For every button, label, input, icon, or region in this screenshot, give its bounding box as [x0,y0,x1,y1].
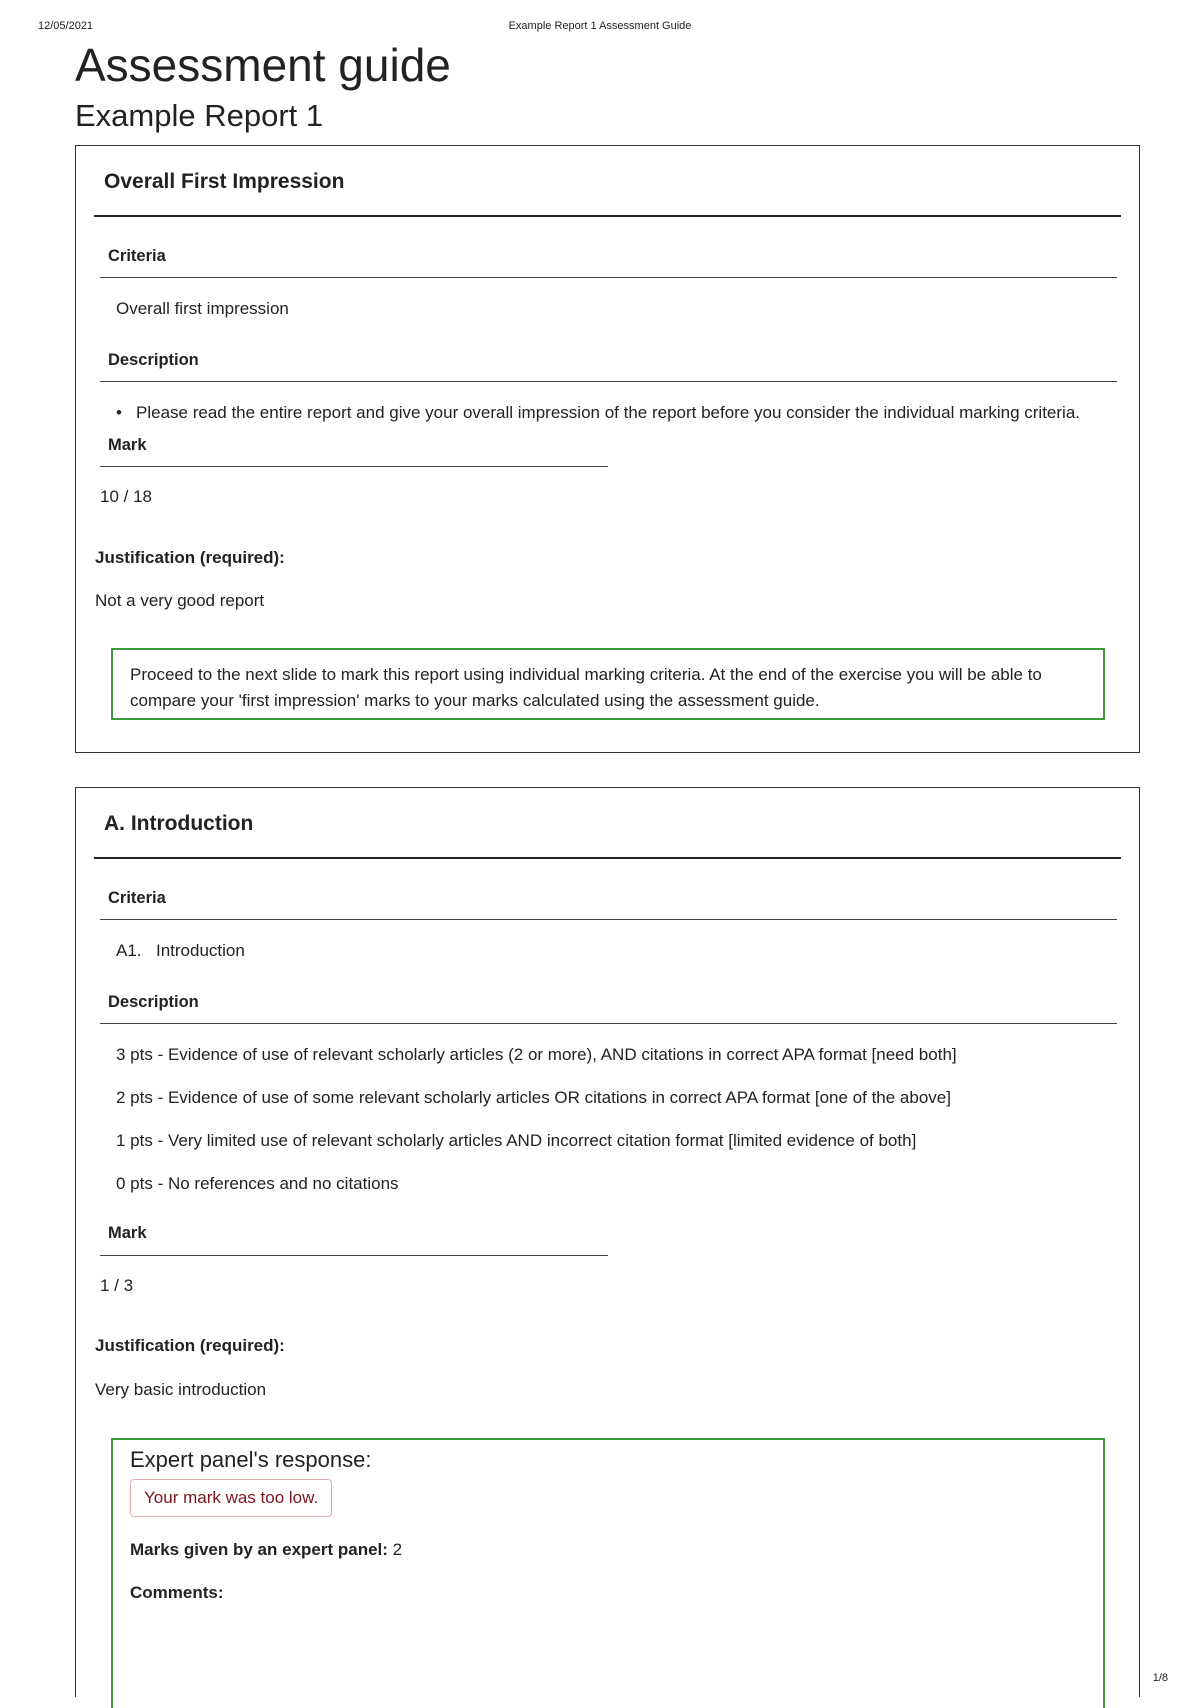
criteria-value: Introduction [156,941,245,960]
info-note-box [111,648,1105,720]
mark-label: Mark [108,436,147,454]
description-item: 1 pts - Very limited use of relevant scholarly articles AND incorrect citation format [limited evidence of both] [116,1131,917,1150]
info-note-text: Proceed to the next slide to mark this report using individual marking criteria. At the end of the exercise you will be able to compare your 'first impression' marks to your marks calculated using the assessment guide. [130,665,1042,710]
introduction-panel [75,787,1140,1697]
expert-comments-label: Comments: [130,1583,224,1602]
print-date: 12/05/2021 [38,20,94,32]
description-label: Description [108,351,199,369]
description-item: 0 pts - No references and no citations [116,1174,399,1193]
page-title: Assessment guide [75,39,451,91]
justification-text: Not a very good report [95,591,265,610]
justification-label: Justification (required): [95,1336,285,1355]
description-item: • Please read the entire report and give your overall impression of the report before you consider the individual marking criteria. [136,403,1080,423]
description-item: 2 pts - Evidence of use of some relevant scholarly articles OR citations in correct APA format [one of the above] [116,1088,951,1107]
heading-divider [94,857,1121,859]
overall-impression-panel [75,145,1140,753]
mark-divider [100,1255,608,1256]
criteria-value: Overall first impression [116,299,289,318]
mark-divider [100,466,608,467]
section-heading: A. Introduction [104,812,254,835]
justification-label: Justification (required): [95,548,285,567]
description-divider [100,1023,1117,1024]
expert-alert: Your mark was too low. [130,1479,332,1517]
expert-response-box [111,1438,1105,1708]
expert-marks-label: Marks given by an expert panel: [130,1540,388,1559]
expert-marks-value: 2 [392,1540,403,1559]
print-header-title: Example Report 1 Assessment Guide [508,20,692,32]
mark-label: Mark [108,1224,147,1242]
criteria-divider [100,919,1117,920]
expert-marks-line [130,1540,402,1560]
page-subtitle: Example Report 1 [75,98,324,133]
description-item: 3 pts - Evidence of use of relevant scholarly articles (2 or more), AND citations in correct APA format [need both] [116,1045,957,1064]
criteria-number: A1. [116,941,142,960]
mark-value: 10 / 18 [100,487,152,506]
mark-value: 1 / 3 [100,1276,134,1295]
criteria-label: Criteria [108,889,166,907]
section-heading: Overall First Impression [104,170,345,193]
heading-divider [94,215,1121,217]
criteria-divider [100,277,1117,278]
criteria-label: Criteria [108,247,166,265]
expert-response-title: Expert panel's response: [130,1447,372,1472]
justification-text: Very basic introduction [95,1380,267,1399]
description-label: Description [108,993,199,1011]
description-divider [100,381,1117,382]
page-number: 1/8 [1152,1672,1168,1684]
